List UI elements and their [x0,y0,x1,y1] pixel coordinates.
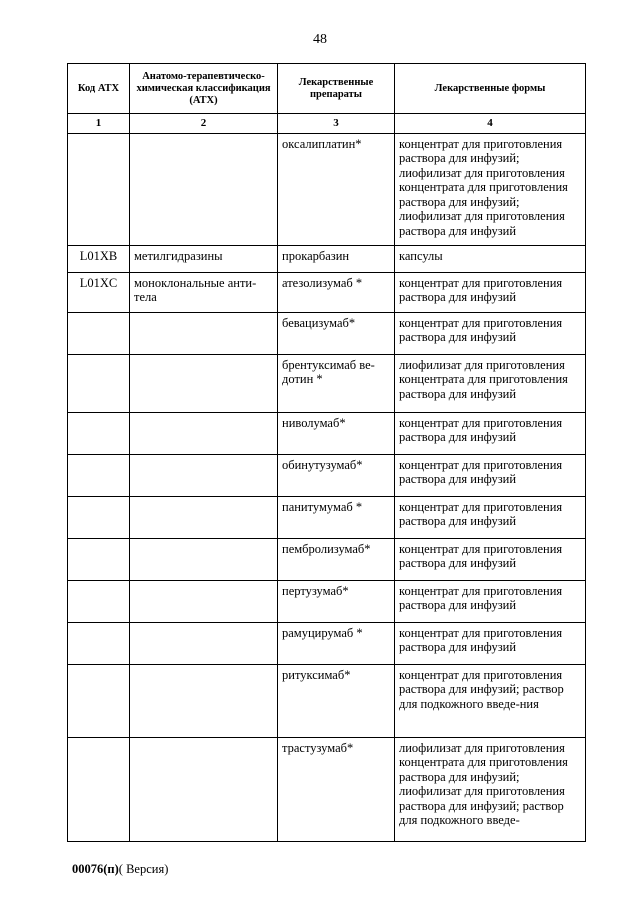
drug-forms: концентрат для приготовления раствора для инфузий; раствор для подкожного введе-ния [395,664,586,737]
column-number: 1 [68,114,130,134]
atx-class [130,580,278,622]
table-row [68,737,586,841]
table-row [68,538,586,580]
drug-name: ритуксимаб* [278,664,395,737]
drug-name: бевацизумаб* [278,312,395,354]
drug-name: атезолизумаб * [278,272,395,312]
atx-code [68,622,130,664]
atx-class [130,412,278,454]
atx-class [130,454,278,496]
page-number: 48 [313,32,327,47]
atx-class: метилгидразины [130,245,278,272]
drug-forms: концентрат для приготовления раствора для инфузий [395,312,586,354]
atx-class [130,354,278,412]
drug-forms: лиофилизат для приготовления концентрата для приготовления раствора для инфузий; лиофилизат для приготовления раствора для инфузий; раствор для подкожного введе- [395,737,586,841]
atx-code [68,312,130,354]
atx-class [130,312,278,354]
atx-code [68,664,130,737]
drug-name: прокарбазин [278,245,395,272]
drug-forms: концентрат для приготовления раствора для инфузий [395,622,586,664]
drug-name: оксалиплатин* [278,133,395,245]
drug-name: обинутузумаб* [278,454,395,496]
atx-class [130,737,278,841]
drug-name: трастузумаб* [278,737,395,841]
drug-forms: лиофилизат для приготовления концентрата для приготовления раствора для инфузий [395,354,586,412]
drug-name: пертузумаб* [278,580,395,622]
drug-forms: капсулы [395,245,586,272]
drug-forms: концентрат для приготовления раствора для инфузий [395,496,586,538]
atx-code [68,580,130,622]
drug-forms: концентрат для приготовления раствора для инфузий; лиофилизат для приготовления концентрата для приготовления раствора для инфузий; лиофилизат для приготовления раствора для инфузий [395,133,586,245]
drug-forms: концентрат для приготовления раствора для инфузий [395,412,586,454]
table-row [68,622,586,664]
table-row [68,580,586,622]
column-number: 3 [278,114,395,134]
drug-forms: концентрат для приготовления раствора для инфузий [395,580,586,622]
table-row [68,664,586,737]
column-number: 2 [130,114,278,134]
atx-class [130,133,278,245]
column-number-row [68,114,586,134]
atx-class [130,538,278,580]
atx-class [130,496,278,538]
atx-class: моноклональные анти-тела [130,272,278,312]
atx-code [68,412,130,454]
header-classification: Анатомо-терапевтическо-химическая классификация (АТХ) [130,64,278,114]
atx-class [130,664,278,737]
atx-code [68,354,130,412]
drug-forms: концентрат для приготовления раствора для инфузий [395,538,586,580]
table-row [68,133,586,245]
drug-forms: концентрат для приготовления раствора для инфузий [395,454,586,496]
table-row [68,454,586,496]
document-footer [72,862,168,877]
atx-code [68,496,130,538]
table-row [68,245,586,272]
atx-code [68,737,130,841]
atx-table [67,63,586,842]
drug-name: ниволумаб* [278,412,395,454]
table-row [68,312,586,354]
table-row [68,412,586,454]
column-number: 4 [395,114,586,134]
header-forms: Лекарственные формы [395,64,586,114]
header-code: Код АТХ [68,64,130,114]
atx-class [130,622,278,664]
drug-name: панитумумаб * [278,496,395,538]
document-version: ( Версия) [118,862,169,876]
table-row [68,354,586,412]
header-drugs: Лекарственные препараты [278,64,395,114]
atx-code: L01XC [68,272,130,312]
atx-code: L01XB [68,245,130,272]
table-row [68,496,586,538]
document-code: 00076(п) [72,862,119,876]
table-header-row [68,64,586,114]
drug-name: брентуксимаб ве-дотин * [278,354,395,412]
drug-name: рамуцирумаб * [278,622,395,664]
drug-forms: концентрат для приготовления раствора для инфузий [395,272,586,312]
drug-name: пембролизумаб* [278,538,395,580]
table-row [68,272,586,312]
atx-code [68,454,130,496]
atx-code [68,133,130,245]
atx-code [68,538,130,580]
